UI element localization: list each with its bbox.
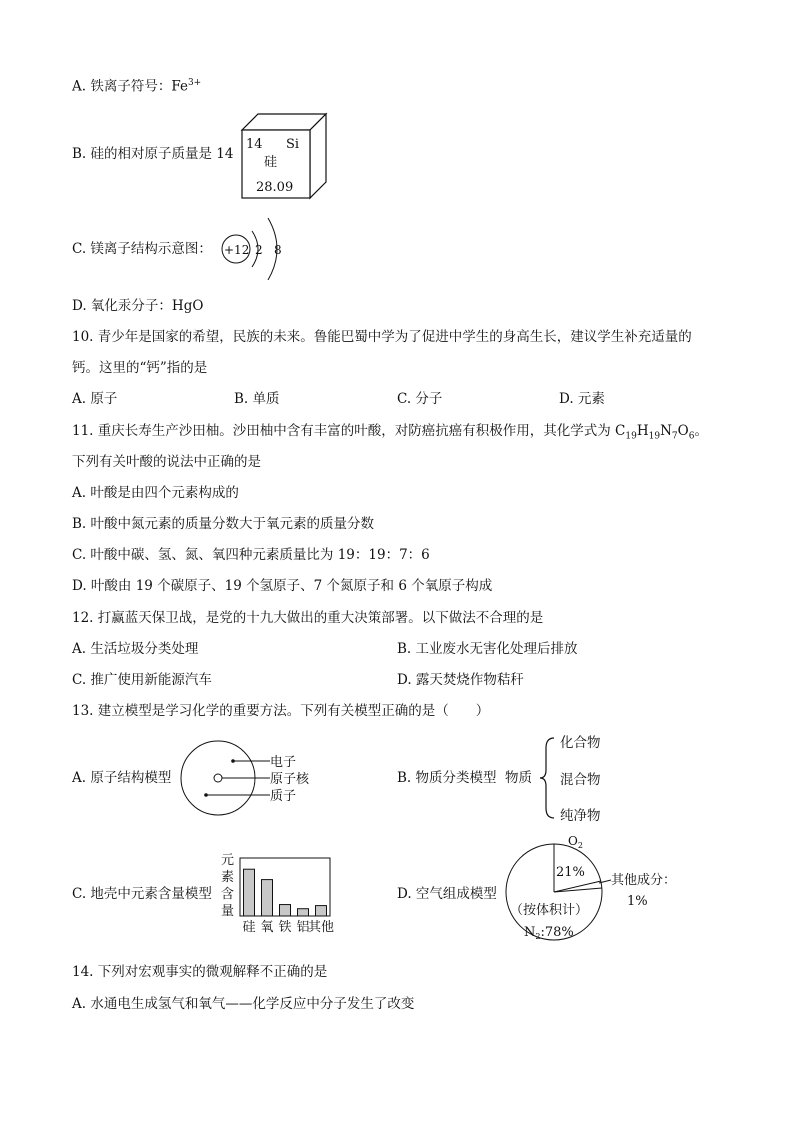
atom-structure-model xyxy=(178,740,323,816)
branch-mixture: 混合物 xyxy=(560,772,601,788)
q13-option-d-label: D. 空气组成模型 xyxy=(397,886,497,902)
atomic-mass: 28.09 xyxy=(256,180,294,195)
q10-option-c: C. 分子 xyxy=(397,391,443,407)
x-tick-label: 氧 xyxy=(260,920,274,935)
q9-option-a xyxy=(72,74,201,96)
formula-sub-h: 19 xyxy=(648,431,661,442)
q12-option-c: C. 推广使用新能源汽车 xyxy=(72,672,212,688)
q11-stem-line1 xyxy=(72,422,708,446)
bar-1 xyxy=(262,880,273,916)
bar-4 xyxy=(316,906,327,916)
brace-icon xyxy=(538,736,558,820)
q12-option-d: D. 露天焚烧作物秸秆 xyxy=(397,672,524,688)
shell-2-electrons: 8 xyxy=(274,243,282,257)
q11-option-b: B. 叶酸中氮元素的质量分数大于氧元素的质量分数 xyxy=(72,516,375,532)
other-components-label: 其他成分： xyxy=(611,873,677,888)
q11-option-d: D. 叶酸由 19 个碳原子、19 个氢原子、7 个氮原子和 6 个氧原子构成 xyxy=(72,578,493,594)
y-axis-label-char: 元 xyxy=(221,853,235,868)
bar-3 xyxy=(298,909,309,916)
q14-option-a: A. 水通电生成氢气和氧气——化学反应中分子发生了改变 xyxy=(72,996,415,1012)
q10-option-a: A. 原子 xyxy=(72,391,118,407)
crust-element-chart xyxy=(218,850,340,940)
label-electron: 电子 xyxy=(270,755,297,770)
x-tick-label: 铁 xyxy=(278,920,292,935)
bar-2 xyxy=(280,905,291,916)
bar-0 xyxy=(244,869,255,916)
formula-sub-o: 6 xyxy=(688,431,695,442)
q13-option-b-label: B. 物质分类模型 xyxy=(397,770,497,786)
option-a-text: A. 铁离子符号：Fe xyxy=(72,78,188,95)
branch-pure-substance: 纯净物 xyxy=(560,808,601,824)
o2-label: $O_2$ xyxy=(568,834,583,850)
q13-option-a-label: A. 原子结构模型 xyxy=(72,770,172,786)
label-nucleus: 原子核 xyxy=(270,772,310,787)
nucleus-charge: +12 xyxy=(224,243,250,257)
q12-option-a: A. 生活垃圾分类处理 xyxy=(72,641,199,657)
label-proton: 质子 xyxy=(270,789,297,804)
q14-stem: 14. 下列对宏观事实的微观解释不正确的是 xyxy=(72,964,328,980)
q10-stem-line2: 钙。这里的“钙”指的是 xyxy=(72,360,208,376)
element-symbol: Si xyxy=(286,137,300,152)
formula-sub-n: 7 xyxy=(671,431,678,442)
q11-option-a: A. 叶酸是由四个元素构成的 xyxy=(72,485,239,501)
q12-stem: 12. 打赢蓝天保卫战，是党的十九大做出的重大决策部署。以下做法不合理的是 xyxy=(72,610,544,626)
n2-label: $N_2:78\%$ xyxy=(524,925,574,941)
volume-note: （按体积计） xyxy=(510,903,589,918)
ion-structure-diagram xyxy=(218,214,292,280)
o2-percent: 21% xyxy=(556,865,585,880)
formula-elem-o: O xyxy=(677,423,689,439)
atomic-number: 14 xyxy=(246,137,263,152)
q13-option-c-label: C. 地壳中元素含量模型 xyxy=(72,886,212,902)
air-composition-pie xyxy=(500,832,690,944)
element-card-cube xyxy=(236,110,332,202)
other-components-percent: 1% xyxy=(627,894,648,909)
q10-stem-line1: 10. 青少年是国家的希望，民族的未来。鲁能巴蜀中学为了促进中学生的身高生长，建议学生补充适量的 xyxy=(72,329,692,345)
q9-option-b: B. 硅的相对原子质量是 14 xyxy=(72,146,234,162)
charge-superscript: 3+ xyxy=(187,78,202,88)
classification-root: 物质 xyxy=(505,770,532,786)
formula-elem-n: N xyxy=(660,423,672,439)
shell-1-electrons: 2 xyxy=(255,243,263,257)
x-tick-label: 硅 xyxy=(242,920,256,935)
q9-option-d: D. 氧化汞分子：HgO xyxy=(72,298,204,314)
q11-stem-text: 11. 重庆长寿生产沙田柚。沙田柚中含有丰富的叶酸，对防癌抗癌有积极作用，其化学式为 C xyxy=(72,423,626,439)
q10-option-b: B. 单质 xyxy=(234,391,280,407)
y-axis-label-char: 素 xyxy=(221,870,235,885)
formula-sub-c: 19 xyxy=(625,431,637,442)
q13-stem: 13. 建立模型是学习化学的重要方法。下列有关模型正确的是（ ） xyxy=(72,703,490,719)
q11-stem-line2: 下列有关叶酸的说法中正确的是 xyxy=(72,454,261,470)
branch-compound: 化合物 xyxy=(560,735,601,751)
element-name: 硅 xyxy=(264,155,278,170)
y-axis-label-char: 含 xyxy=(221,887,235,902)
y-axis-label-char: 量 xyxy=(221,904,235,919)
x-tick-label: 其他 xyxy=(307,920,335,935)
x-tick-label: 铝 xyxy=(296,920,310,935)
q11-stem-end: 。 xyxy=(694,423,708,439)
q11-option-c: C. 叶酸中碳、氢、氮、氧四种元素质量比为 19：19：7：6 xyxy=(72,547,430,563)
formula-elem-h: H xyxy=(636,423,649,439)
q9-option-c: C. 镁离子结构示意图： xyxy=(72,241,212,257)
q12-option-b: B. 工业废水无害化处理后排放 xyxy=(397,641,578,657)
q10-option-d: D. 元素 xyxy=(559,391,605,407)
